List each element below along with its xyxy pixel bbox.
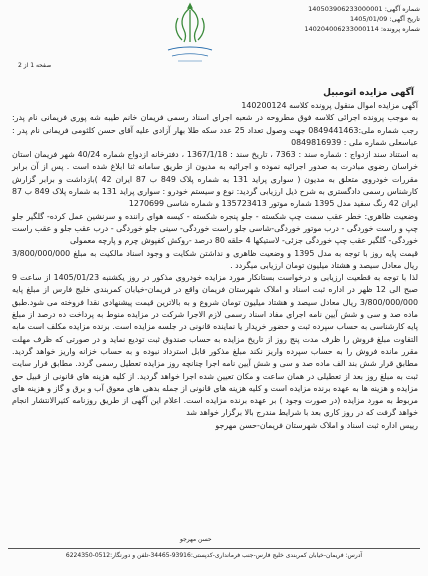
file-number: 140204006233000114: [304, 25, 379, 33]
signature: حسن مهرجو: [180, 536, 212, 543]
page-indicator: صفحه 1 از 2: [18, 62, 52, 69]
notice-number-label: شماره آگهی:: [384, 5, 420, 13]
body-paragraph: آگهی مزایده اموال منقول پرونده کلاسه 140200124: [241, 101, 418, 110]
notice-date-label: تاریخ آگهی:: [389, 15, 420, 23]
body-paragraph: قیمت پایه روز با توجه به مدل 1395 و وضعیت ظاهری و نداشتن شکایت و وجود اسناد مالکیت به مبلغ 3/800/000/000 ریال معادل سیصد و هشتاد میلیون تومان ارزیابی میگردد .: [12, 248, 418, 270]
body-paragraph: وضعیت ظاهری: خطر عقب سمت چپ شکسته - جلو پنجره شکسته - کیسه هوای راننده و سرنشین عمل کرده- گلگیر جلو چپ و راست خوردگی - درب موتور خوردگی-شاسی جلو راست خوردگی- سینی جلو خوردگی - درب عقب جلو و عقب راست خوردگی- گلگیر عقب چپ خوردگی جزئی- لاستیکها 4 حلقه 80 درصد -روکش کفپوش چرم و پارچه معمولی: [12, 211, 418, 246]
file-number-row: [304, 24, 420, 34]
body-paragraph: به موجب پرونده اجرائی کلاسه فوق مطروحه در شعبه اجرای اسناد رسمی فریمان خانم طیبه شه پوری فریمانی نام پدر: رجب شماره ملی:0849441463 جهت وصول تعداد 25 عدد سکه طلا بهار آزادی علیه آقای حسن کلثومی فریمانی نام پدر : عباسعلی شماره ملی : 0849816939: [12, 113, 418, 147]
body-paragraph: لذا با توجه به قطعیت ارزیابی و درخواست بستانکار مورد مزایده خودروی مذکور در روز یکشنبه 1405/01/23 از ساعت 9 صبح الی 12 ظهر در اداره ثبت اسناد و املاک شهرستان فریمان واقع در فریمان-خیابان کمربندی خلیج فارس از مبلغ پایه 3/800/000/000 ریال معادل سیصد و هشتاد میلیون تومان شروع و به بالاترین قیمت پیشنهادی نقدا فروخته می شود.طبق ماده صد و سی و شش آیین نامه اجرای مفاد اسناد رسمی لازم الاجرا شرکت در مزایده منوط به پرداخت ده درصد از مبلغ پایه کارشناسی به حساب سپرده ثبت و حضور خریدار یا نماینده قانونی در جلسه مزایده است. برنده مزایده مکلف است مابه التفاوت مبلغ فروش را ظرف مدت پنج روز از تاریخ مزایده به حساب صندوق ثبت تودیع نماید و در صورتی که ظرف مهلت مقرر مانده فروش را به حساب سپرده واریز نکند مبلغ مذکور قابل استرداد نبوده و به حساب خزانه واریز خواهد گردید. مطابق قرار شش بند الف ماده صد و سی و شش آیین نامه اجرا چنانچه روز مزایده تعطیل رسمی گردد. مطابق قرار سایت ثبت به مبلغ روز بعد از تعطیلی در همان ساعت و مکان تعیین شده اجرا خواهد گردید. از کلیه هزینه های قانونی از قبیل حق مزایده و هزینه ها به عهده برنده مزایده است و کلیه هزینه های قانونی از جمله بدهی های معوق آب و برق و گاز و هزینه های مربوط به مورد مزایده (در صورت وجود ) بر عهده برنده مزایده است. اعلام این آگهی از طریق روزنامه کثیرالانتشار انجام خواهد گرفت که در روز کاری بعد با شرایط مندرج بالا برگزار خواهد شد: [12, 273, 418, 418]
footer-divider: [8, 548, 420, 549]
body-paragraph: به استناد سند ازدواج : شماره سند : 7363 ، تاریخ سند : 1367/1/18 ، دفترخانه ازدواج شماره 40/24 شهر فریمان استان خراسان رضوی مبادرت به صدور اجرائیه نموده و اجرائیه به مدیون از طریق سامانه ثنا ابلاغ شده است . پس از آن برابر مقررات خودروی متعلق به مدیون ( سواری پراید 131 به شماره پلاک 849 ب 87 ایران 42 )بازداشت و برابر گزارش کارشناس رسمی دادگستری به شرح ذیل ارزیابی گردید: نوع و سیستم خودرو : سواری پراید 131 به شماره پلاک 849 ب 87 ایران 42 رنگ سفید مدل 1395 شماره موتور 135723413 و شماره شاسی 1270699: [12, 150, 419, 209]
file-number-label: شماره پرونده:: [380, 25, 420, 33]
notice-body: [12, 100, 418, 432]
notice-number-row: [304, 4, 420, 14]
body-paragraph: رییس اداره ثبت اسناد و املاک شهرستان فریمان-حسن مهرجو: [215, 420, 418, 430]
notice-title: آگهی مزایده اتومبیل: [323, 88, 414, 98]
notice-date: 1405/01/09: [349, 15, 388, 23]
notice-header: [304, 4, 420, 34]
notice-number: 140503906233000001: [308, 5, 383, 13]
notice-date-row: [304, 14, 420, 24]
footer-address: آدرس: فریمان-خیابان کمربندی خلیج فارس-جنب فرمانداری-کدپستی:93916-34465-تلفن و دورنگار:0512-6224350: [65, 552, 363, 559]
national-emblem-icon: [160, 2, 220, 64]
